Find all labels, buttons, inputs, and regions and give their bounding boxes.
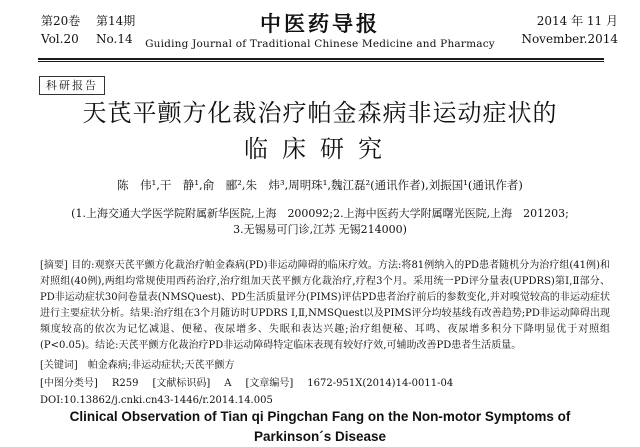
doi: DOI:10.13862/j.cnki.cn43-1446/r.2014.14.005	[40, 395, 273, 406]
date-cn: 2014 年 11 月	[536, 14, 618, 28]
doc-code-value: A	[224, 378, 232, 389]
affiliation-line-1: (1.上海交通大学医学院附属新华医院,上海 200092;2.上海中医药大学附属曙光医院,上海 201203;	[71, 207, 569, 220]
header-rule-thin	[38, 61, 604, 62]
issue-number-cn: 第14期	[96, 14, 136, 28]
article-no-label: [文章编号]	[245, 378, 294, 389]
author-list: 陈 伟¹,干 静¹,俞 郦²,朱 炜³,周明珠¹,魏江磊²(通讯作者),刘振国¹(通讯作者)	[117, 178, 523, 192]
article-title-line-1: 天芪平颤方化裁治疗帕金森病非运动症状的	[82, 99, 558, 127]
clc-value: R259	[111, 378, 139, 389]
keywords-label: [关键词]	[40, 360, 78, 371]
article-title-line-2: 临床研究	[244, 135, 396, 163]
journal-title-cn: 中医药导报	[260, 11, 380, 36]
abstract-text: 目的:观察天芪平颤方化裁治疗帕金森病(PD)非运动障碍的临床疗效。方法:将81例纳入的PD患者随机分为治疗组(41例)和对照组(40例),两组均常规使用西药治疗,治疗组加天芪平颤方化裁治疗,疗程3个月。采用统一PD评分量表(UPDRS)第Ⅰ,Ⅱ部分、PD非运动症状30问卷量表(NMSQuest)、PD生活质量评分(PIMS)评估PD患者治疗前后的参数变化,并对嗅觉较高的非运动症状进行主要症状分析。结果:治疗组在3个月随访时UPDRS Ⅰ,Ⅱ,NMSQuest以及PIMS评分均较基线有改善趋势;PD非运动障碍出现频度较高的依次为记忆减退、便秘、夜尿增多、失眠和表达兴趣;治疗组便秘、耳鸣、夜尿增多积分下降明显优于对照组(P<0.05)。结论:天芪平颤方化裁治疗PD非运动障碍特定临床表现有较好疗效,可辅助改善PD患者生活质量。	[40, 260, 610, 351]
article-no-value: 1672-951X(2014)14-0011-04	[307, 378, 454, 389]
affiliation-line-2: 3.无锡易可门诊,江苏 无锡214000)	[233, 223, 407, 236]
english-title-line-2: Parkinson´s Disease	[253, 429, 387, 444]
issue-date	[521, 12, 618, 48]
abstract-label: [摘要]	[40, 260, 68, 271]
section-tag: 科研报告	[39, 76, 105, 95]
journal-title-en: Guiding Journal of Traditional Chinese Medicine and Pharmacy	[145, 38, 495, 50]
issue-number-en: No.14	[96, 32, 133, 46]
doc-code-label: [文献标识码]	[152, 378, 211, 389]
keywords	[40, 358, 235, 374]
header-rule	[38, 58, 604, 60]
classification-line	[40, 376, 467, 392]
english-title-line-1: Clinical Observation of Tian qi Pingchan Fang on the Non-motor Symptoms of	[69, 409, 571, 424]
volume-en: Vol.20	[41, 32, 79, 46]
keywords-text: 帕金森病;非运动症状;天芪平颤方	[87, 360, 235, 371]
volume-cn: 第20卷	[41, 14, 81, 28]
affiliations	[40, 206, 600, 238]
abstract	[40, 258, 610, 354]
clc-label: [中图分类号]	[40, 378, 98, 389]
date-en: November.2014	[521, 32, 618, 46]
